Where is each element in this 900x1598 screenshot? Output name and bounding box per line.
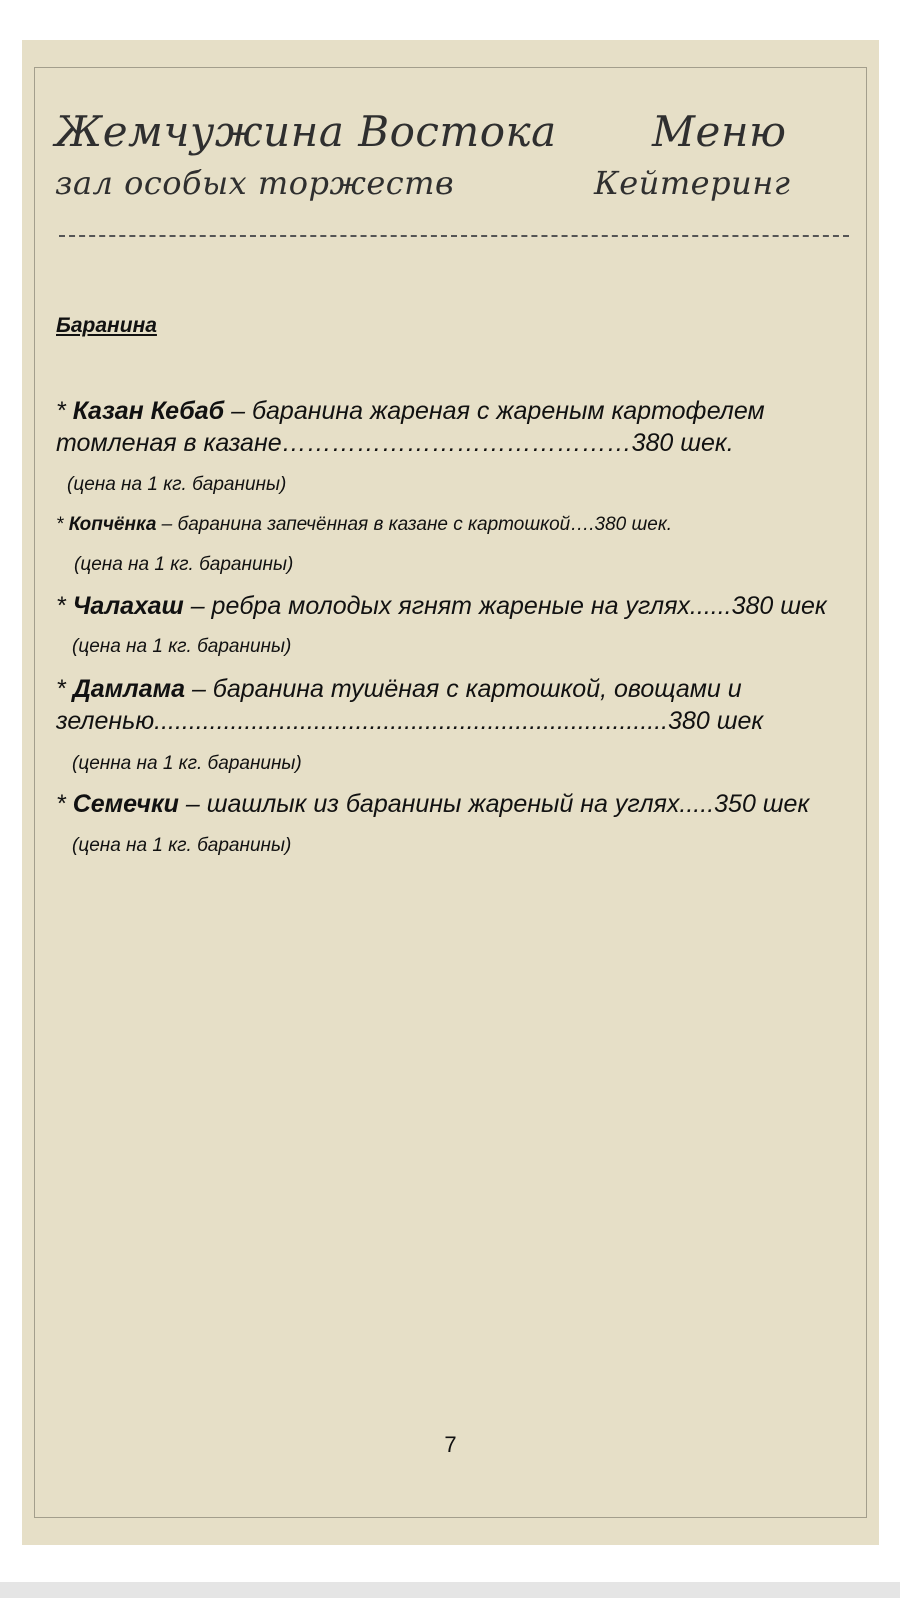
menu-item (56, 673, 846, 737)
menu-item (56, 395, 846, 459)
item-note: (цена на 1 кг. баранины) (74, 554, 294, 575)
item-description: – баранина жареная с жареным картофелем томленая в казане……………………………………380 шек. (56, 397, 765, 457)
menu-item (56, 788, 846, 820)
item-bullet: * (56, 514, 69, 535)
item-description: – баранина запечённая в казане с картошкой….380 шек. (156, 514, 673, 535)
item-bullet: * (56, 675, 73, 703)
item-name: Чалахаш (72, 592, 184, 620)
item-bullet: * (56, 397, 73, 425)
item-note: (цена на 1 кг. баранины) (67, 474, 287, 495)
item-note: (цена на 1 кг. баранины) (72, 636, 292, 657)
restaurant-name: Жемчужина Востока (55, 107, 557, 156)
item-name: Дамлама (72, 675, 185, 703)
bottom-bar (0, 1582, 900, 1598)
restaurant-subtitle: зал особых торжеств (55, 164, 455, 202)
item-note: (цена на 1 кг. баранины) (72, 835, 292, 856)
item-bullet: * (56, 790, 73, 818)
item-name: Копчёнка (68, 514, 157, 535)
menu-item (56, 590, 846, 622)
catering-heading: Кейтеринг (594, 164, 791, 202)
item-note: (ценна на 1 кг. баранины) (72, 753, 302, 774)
menu-heading: Меню (652, 107, 787, 156)
item-name: Казан Кебаб (72, 397, 225, 425)
item-description: – шашлык из баранины жареный на углях.....350 шек (178, 790, 810, 818)
header-divider (59, 235, 849, 237)
item-bullet: * (56, 592, 73, 620)
menu-page (22, 40, 879, 1545)
item-description: – ребра молодых ягнят жареные на углях......380 шек (183, 592, 827, 620)
menu-item (56, 512, 846, 538)
item-description: – баранина тушёная с картошкой, овощами и зеленью..........................................................................380 шек (56, 675, 764, 735)
page-number: 7 (444, 1432, 457, 1457)
item-name: Семечки (72, 790, 179, 818)
section-title: Баранина (56, 314, 157, 337)
